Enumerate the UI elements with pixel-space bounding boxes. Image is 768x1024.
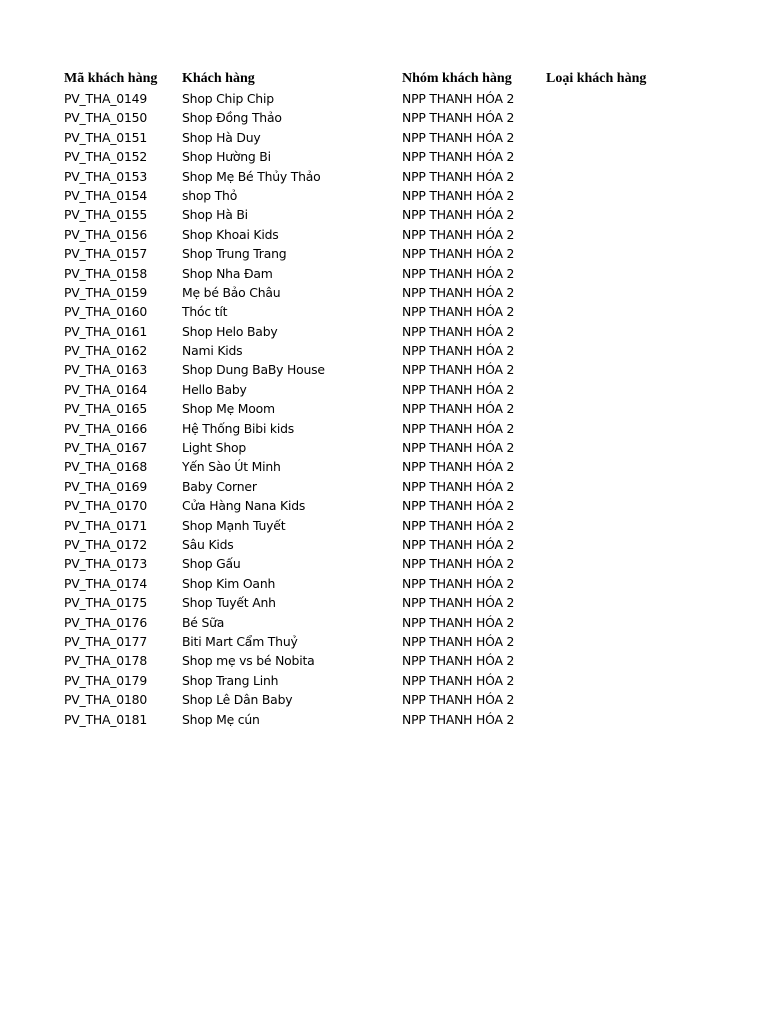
table-row [64, 244, 724, 263]
customer-group-cell: NPP THANH HÓA 2 [402, 595, 515, 611]
table-row [64, 283, 724, 302]
customer-code-cell: PV_THA_0175 [64, 595, 148, 611]
customer-group-cell: NPP THANH HÓA 2 [402, 478, 515, 494]
customer-name-cell: Shop Nha Đam [182, 265, 273, 281]
table-header-row [64, 69, 724, 89]
customer-name-cell: Shop Khoai Kids [182, 226, 279, 242]
customer-name-cell: Sâu Kids [182, 536, 234, 552]
customer-group-cell: NPP THANH HÓA 2 [402, 226, 515, 242]
customer-group-cell: NPP THANH HÓA 2 [402, 440, 515, 456]
customer-group-cell: NPP THANH HÓA 2 [402, 556, 515, 572]
customer-group-cell: NPP THANH HÓA 2 [402, 323, 515, 339]
customer-group-cell: NPP THANH HÓA 2 [402, 517, 515, 533]
customer-group-cell: NPP THANH HÓA 2 [402, 284, 515, 300]
customer-code-cell: PV_THA_0162 [64, 343, 148, 359]
customer-group-cell: NPP THANH HÓA 2 [402, 536, 515, 552]
customer-code-cell: PV_THA_0164 [64, 381, 148, 397]
table-row [64, 302, 724, 321]
table-row [64, 593, 724, 612]
customer-name-cell: Shop Mẹ Bé Thủy Thảo [182, 168, 321, 184]
table-row [64, 322, 724, 341]
table-row [64, 574, 724, 593]
table-row [64, 496, 724, 515]
table-row [64, 710, 724, 729]
table-row [64, 264, 724, 283]
customer-group-cell: NPP THANH HÓA 2 [402, 653, 515, 669]
customer-name-cell: Baby Corner [182, 478, 257, 494]
customer-name-cell: Shop Gấu [182, 556, 241, 572]
table-row [64, 516, 724, 535]
customer-code-cell: PV_THA_0156 [64, 226, 148, 242]
header-customer-code: Mã khách hàng [64, 71, 158, 86]
customer-name-cell: Biti Mart Cẩm Thuỷ [182, 633, 298, 649]
table-row [64, 205, 724, 224]
table-row [64, 167, 724, 186]
table-row [64, 419, 724, 438]
customer-code-cell: PV_THA_0160 [64, 304, 148, 320]
customer-code-cell: PV_THA_0180 [64, 692, 148, 708]
customer-name-cell: Shop Lê Dân Baby [182, 692, 293, 708]
table-row [64, 535, 724, 554]
customer-group-cell: NPP THANH HÓA 2 [402, 149, 515, 165]
customer-name-cell: Shop Chip Chip [182, 91, 274, 106]
customer-name-cell: shop Thỏ [182, 187, 238, 203]
customer-group-cell: NPP THANH HÓA 2 [402, 633, 515, 649]
customer-name-cell: Shop Trung Trang [182, 246, 287, 262]
customer-code-cell: PV_THA_0163 [64, 362, 148, 378]
table-row [64, 477, 724, 496]
customer-code-cell: PV_THA_0159 [64, 284, 148, 300]
customer-code-cell: PV_THA_0150 [64, 110, 148, 126]
customer-code-cell: PV_THA_0170 [64, 498, 148, 514]
customer-group-cell: NPP THANH HÓA 2 [402, 362, 515, 378]
customer-group-cell: NPP THANH HÓA 2 [402, 692, 515, 708]
header-customer-name: Khách hàng [182, 71, 255, 86]
table-row [64, 690, 724, 709]
customer-group-cell: NPP THANH HÓA 2 [402, 110, 515, 126]
customer-code-cell: PV_THA_0153 [64, 168, 148, 184]
table-row [64, 128, 724, 147]
customer-group-cell: NPP THANH HÓA 2 [402, 187, 515, 203]
customer-name-cell: Shop Mẹ Moom [182, 401, 275, 417]
customer-code-cell: PV_THA_0155 [64, 207, 148, 223]
customer-code-cell: PV_THA_0158 [64, 265, 148, 281]
header-customer-group: Nhóm khách hàng [402, 71, 512, 86]
customer-name-cell: Thóc tít [182, 304, 228, 320]
customer-name-cell: Hello Baby [182, 381, 247, 397]
customer-name-cell: Shop Trang Linh [182, 672, 279, 688]
customer-code-cell: PV_THA_0168 [64, 459, 148, 475]
table-row [64, 632, 724, 651]
customer-group-cell: NPP THANH HÓA 2 [402, 129, 515, 145]
customer-name-cell: Nami Kids [182, 343, 243, 359]
table-body [64, 89, 724, 729]
table-row [64, 613, 724, 632]
customer-group-cell: NPP THANH HÓA 2 [402, 381, 515, 397]
customer-name-cell: Shop Hường Bi [182, 149, 271, 165]
customer-group-cell: NPP THANH HÓA 2 [402, 246, 515, 262]
customer-code-cell: PV_THA_0161 [64, 323, 148, 339]
table-row [64, 341, 724, 360]
customer-name-cell: Shop Hà Bi [182, 207, 248, 223]
customer-name-cell: Yến Sào Út Minh [182, 459, 281, 475]
customer-group-cell: NPP THANH HÓA 2 [402, 401, 515, 417]
customer-code-cell: PV_THA_0173 [64, 556, 148, 572]
customer-code-cell: PV_THA_0165 [64, 401, 148, 417]
customer-name-cell: Cửa Hàng Nana Kids [182, 498, 306, 514]
customer-name-cell: Shop Tuyết Anh [182, 595, 276, 611]
customer-name-cell: Shop Mẹ cún [182, 711, 260, 727]
table-row [64, 147, 724, 166]
table-row [64, 651, 724, 670]
customer-name-cell: Shop Helo Baby [182, 323, 278, 339]
customer-group-cell: NPP THANH HÓA 2 [402, 614, 515, 630]
customer-name-cell: Shop Kim Oanh [182, 575, 276, 591]
customer-group-cell: NPP THANH HÓA 2 [402, 207, 515, 223]
customer-code-cell: PV_THA_0179 [64, 672, 148, 688]
table-row [64, 554, 724, 573]
customer-group-cell: NPP THANH HÓA 2 [402, 304, 515, 320]
customer-name-cell: Shop Đồng Thảo [182, 110, 282, 126]
customer-code-cell: PV_THA_0177 [64, 633, 148, 649]
customer-name-cell: Bé Sữa [182, 614, 225, 630]
table-row [64, 360, 724, 379]
table-row [64, 186, 724, 205]
customer-code-cell: PV_THA_0174 [64, 575, 148, 591]
customer-code-cell: PV_THA_0172 [64, 536, 148, 552]
customer-group-cell: NPP THANH HÓA 2 [402, 91, 515, 106]
table-row [64, 438, 724, 457]
customer-name-cell: Shop Dung BaBy House [182, 362, 325, 378]
customer-table [64, 69, 724, 729]
table-row [64, 108, 724, 127]
customer-code-cell: PV_THA_0154 [64, 187, 148, 203]
table-row [64, 399, 724, 418]
customer-code-cell: PV_THA_0176 [64, 614, 148, 630]
customer-group-cell: NPP THANH HÓA 2 [402, 711, 515, 727]
table-row [64, 225, 724, 244]
customer-group-cell: NPP THANH HÓA 2 [402, 672, 515, 688]
customer-name-cell: Shop Mạnh Tuyết [182, 517, 286, 533]
customer-code-cell: PV_THA_0151 [64, 129, 148, 145]
customer-name-cell: Mẹ bé Bảo Châu [182, 284, 281, 300]
customer-group-cell: NPP THANH HÓA 2 [402, 265, 515, 281]
customer-group-cell: NPP THANH HÓA 2 [402, 343, 515, 359]
customer-code-cell: PV_THA_0152 [64, 149, 148, 165]
customer-group-cell: NPP THANH HÓA 2 [402, 168, 515, 184]
customer-code-cell: PV_THA_0169 [64, 478, 148, 494]
customer-name-cell: Hệ Thống Bibi kids [182, 420, 295, 436]
customer-code-cell: PV_THA_0166 [64, 420, 148, 436]
customer-group-cell: NPP THANH HÓA 2 [402, 575, 515, 591]
customer-code-cell: PV_THA_0178 [64, 653, 148, 669]
customer-group-cell: NPP THANH HÓA 2 [402, 459, 515, 475]
customer-name-cell: Shop Hà Duy [182, 129, 261, 145]
customer-code-cell: PV_THA_0149 [64, 91, 148, 106]
customer-name-cell: Light Shop [182, 440, 247, 456]
customer-group-cell: NPP THANH HÓA 2 [402, 420, 515, 436]
customer-code-cell: PV_THA_0167 [64, 440, 148, 456]
table-row [64, 89, 724, 108]
customer-code-cell: PV_THA_0181 [64, 711, 148, 727]
customer-group-cell: NPP THANH HÓA 2 [402, 498, 515, 514]
customer-code-cell: PV_THA_0157 [64, 246, 148, 262]
customer-name-cell: Shop mẹ vs bé Nobita [182, 653, 315, 669]
table-row [64, 671, 724, 690]
table-row [64, 380, 724, 399]
header-customer-type: Loại khách hàng [546, 71, 647, 86]
customer-code-cell: PV_THA_0171 [64, 517, 148, 533]
table-row [64, 457, 724, 476]
